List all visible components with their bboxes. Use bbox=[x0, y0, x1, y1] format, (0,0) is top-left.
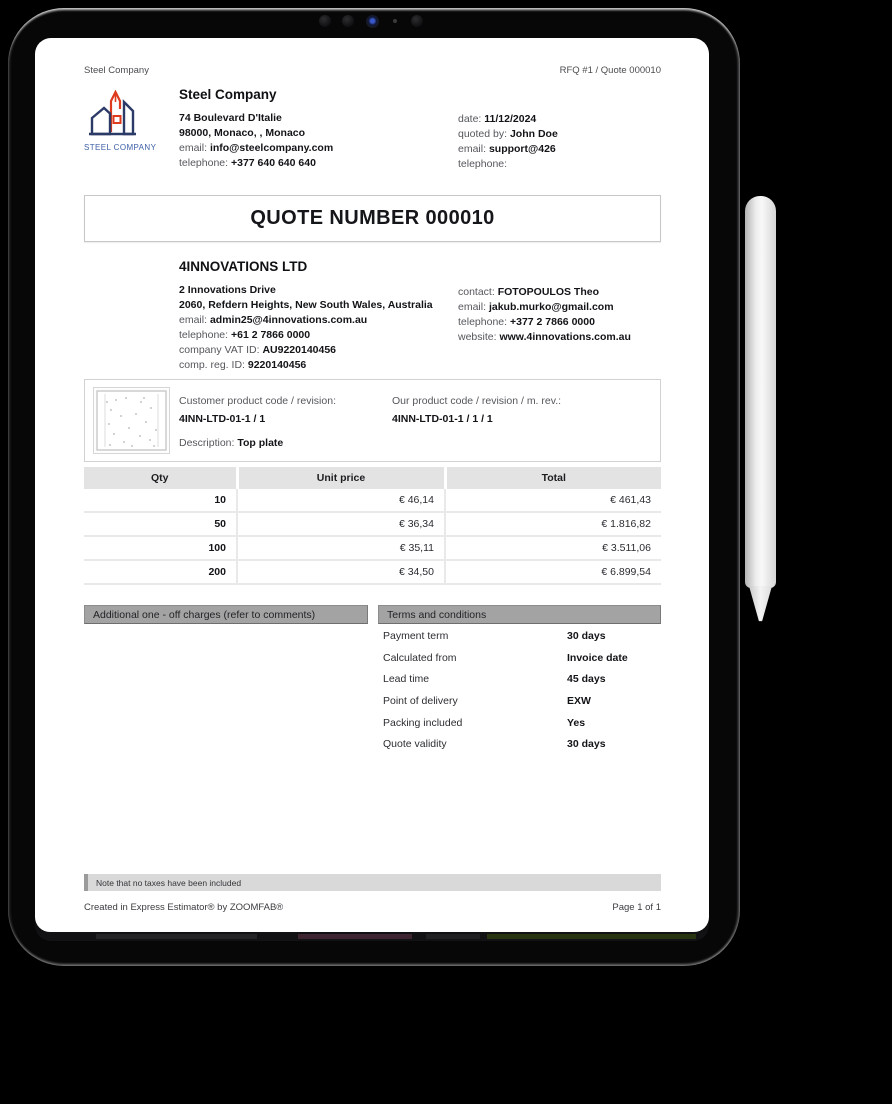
pricing-table bbox=[84, 467, 661, 585]
pricing-row bbox=[84, 512, 661, 536]
front-camera-icon bbox=[366, 15, 379, 28]
customer-details bbox=[179, 259, 458, 373]
logo-wordmark: STEEL COMPANY bbox=[84, 143, 157, 152]
terms-section bbox=[378, 605, 661, 754]
charges-section-header: Additional one - off charges (refer to comments) bbox=[84, 605, 368, 624]
supplier-address-1: 74 Boulevard D'Italie bbox=[179, 112, 282, 124]
our-code-label: Our product code / revision / m. rev.: bbox=[392, 395, 562, 407]
total-cell: € 3.511,06 bbox=[445, 536, 661, 560]
quoted-by: John Doe bbox=[509, 128, 558, 140]
supplier-telephone: +377 640 640 640 bbox=[230, 157, 316, 169]
strip-segment bbox=[298, 934, 413, 939]
quote-telephone-line: telephone: bbox=[458, 158, 508, 170]
doc-header-company: Steel Company bbox=[84, 65, 149, 76]
tablet-screen bbox=[35, 38, 709, 941]
unit-price-cell: € 35,11 bbox=[237, 536, 445, 560]
contact-name: FOTOPOULOS Theo bbox=[497, 286, 600, 298]
product-description: Top plate bbox=[237, 437, 284, 449]
customer-email: admin25@4innovations.com.au bbox=[209, 314, 368, 326]
tablet-device bbox=[8, 8, 740, 966]
unit-price-cell: € 36,34 bbox=[237, 512, 445, 536]
contact-email-line: email: jakub.murko@gmail.com bbox=[458, 301, 614, 313]
total-cell: € 6.899,54 bbox=[445, 560, 661, 584]
charges-section bbox=[84, 605, 368, 754]
doc-header-quote-ref: RFQ #1 / Quote 000010 bbox=[559, 65, 661, 76]
customer-vat-line: company VAT ID: AU9220140456 bbox=[179, 344, 337, 356]
our-product-code: 4INN-LTD-01-1 / 1 / 1 bbox=[392, 413, 493, 425]
term-row: Lead time 45 days bbox=[383, 673, 606, 686]
qty-cell: 200 bbox=[84, 560, 237, 584]
description-line: Description: Top plate bbox=[179, 437, 284, 449]
quote-meta-details bbox=[458, 87, 661, 172]
term-row: Payment term 30 days bbox=[383, 630, 606, 642]
quote-date: 11/12/2024 bbox=[484, 113, 537, 125]
footer-page-number: Page 1 of 1 bbox=[612, 902, 661, 913]
footer-created-in: Created in Express Estimator® by ZOOMFAB® bbox=[84, 902, 284, 913]
spacer bbox=[84, 259, 179, 373]
qty-cell: 100 bbox=[84, 536, 237, 560]
supplier-details bbox=[179, 87, 458, 172]
contact-website: www.4innovations.com.au bbox=[499, 331, 631, 343]
pricing-header-row bbox=[84, 467, 661, 489]
customer-telephone-line: telephone: +61 2 7866 0000 bbox=[179, 329, 311, 341]
camera-sensor-icon bbox=[342, 15, 354, 27]
pencil-body bbox=[745, 196, 776, 588]
strip-segment bbox=[96, 934, 258, 939]
customer-email-line: email: admin25@4innovations.com.au bbox=[179, 314, 368, 326]
quote-number-banner bbox=[84, 195, 661, 242]
tax-note-text: Note that no taxes have been included bbox=[96, 877, 242, 888]
term-row: Point of delivery EXW bbox=[383, 695, 591, 708]
qty-header: Qty bbox=[84, 467, 237, 489]
customer-reg: 9220140456 bbox=[247, 359, 307, 371]
pricing-row bbox=[84, 560, 661, 584]
term-row: Calculated from Invoice date bbox=[383, 651, 628, 664]
quote-email-line: email: support@426 bbox=[458, 143, 556, 155]
unit-price-cell: € 46,14 bbox=[237, 489, 445, 512]
customer-name: 4INNOVATIONS LTD bbox=[179, 259, 308, 274]
camera-sensor-icon bbox=[411, 15, 423, 27]
unit-price-cell: € 34,50 bbox=[237, 560, 445, 584]
supplier-name: Steel Company bbox=[179, 87, 277, 102]
customer-address-1: 2 Innovations Drive bbox=[179, 284, 276, 296]
customer-address-2: 2060, Refdern Heights, New South Wales, Australia bbox=[179, 299, 433, 311]
supplier-section bbox=[84, 87, 661, 172]
tax-note-bar bbox=[84, 874, 661, 891]
page-footer bbox=[84, 902, 661, 913]
camera-sensor-icon bbox=[319, 15, 331, 27]
customer-code-label: Customer product code / revision: bbox=[179, 395, 336, 407]
quote-number-title: QUOTE NUMBER 000010 bbox=[250, 207, 495, 229]
customer-product-code: 4INN-LTD-01-1 / 1 bbox=[179, 413, 266, 425]
contact-telephone-line: telephone: +377 2 7866 0000 bbox=[458, 316, 595, 328]
quote-document-page bbox=[35, 38, 709, 932]
contact-line: contact: FOTOPOULOS Theo bbox=[458, 286, 600, 298]
company-logo bbox=[84, 87, 179, 172]
customer-telephone: +61 2 7866 0000 bbox=[230, 329, 311, 341]
contact-email: jakub.murko@gmail.com bbox=[488, 301, 614, 313]
microphone-dot-icon bbox=[393, 19, 397, 23]
screen-bottom-strip bbox=[35, 932, 709, 941]
product-drawing-thumbnail bbox=[93, 387, 170, 454]
supplier-email: info@steelcompany.com bbox=[209, 142, 334, 154]
contact-website-line: website: www.4innovations.com.au bbox=[458, 331, 631, 343]
total-header: Total bbox=[445, 467, 661, 489]
supplier-address-2: 98000, Monaco, , Monaco bbox=[179, 127, 306, 139]
bottom-sections bbox=[84, 605, 661, 754]
strip-segment bbox=[487, 934, 696, 939]
qty-cell: 50 bbox=[84, 512, 237, 536]
supplier-telephone-line: telephone: +377 640 640 640 bbox=[179, 157, 316, 169]
strip-segment bbox=[426, 934, 480, 939]
term-row: Packing included Yes bbox=[383, 716, 586, 729]
supplier-email-line: email: info@steelcompany.com bbox=[179, 142, 334, 154]
total-cell: € 1.816,82 bbox=[445, 512, 661, 536]
customer-contact-details bbox=[458, 259, 661, 373]
technical-drawing-icon bbox=[96, 390, 167, 451]
customer-vat: AU9220140456 bbox=[262, 344, 337, 356]
pricing-row bbox=[84, 489, 661, 512]
customer-reg-line: comp. reg. ID: 9220140456 bbox=[179, 359, 307, 371]
quote-date-line: date: 11/12/2024 bbox=[458, 113, 537, 125]
term-row: Quote validity 30 days bbox=[383, 738, 606, 751]
quote-email: support@426 bbox=[488, 143, 556, 155]
product-info-box bbox=[84, 379, 661, 462]
qty-cell: 10 bbox=[84, 489, 237, 512]
unit-price-header: Unit price bbox=[237, 467, 445, 489]
document-header-row bbox=[84, 65, 661, 76]
building-logo-icon bbox=[84, 90, 150, 136]
contact-telephone: +377 2 7866 0000 bbox=[509, 316, 595, 328]
pencil-tip bbox=[749, 586, 772, 623]
quoted-by-line: quoted by: John Doe bbox=[458, 128, 558, 140]
pricing-row bbox=[84, 536, 661, 560]
customer-section bbox=[84, 259, 661, 373]
our-product-code-block bbox=[392, 387, 652, 454]
customer-product-code-block bbox=[179, 387, 383, 454]
total-cell: € 461,43 bbox=[445, 489, 661, 512]
terms-section-header: Terms and conditions bbox=[378, 605, 661, 624]
